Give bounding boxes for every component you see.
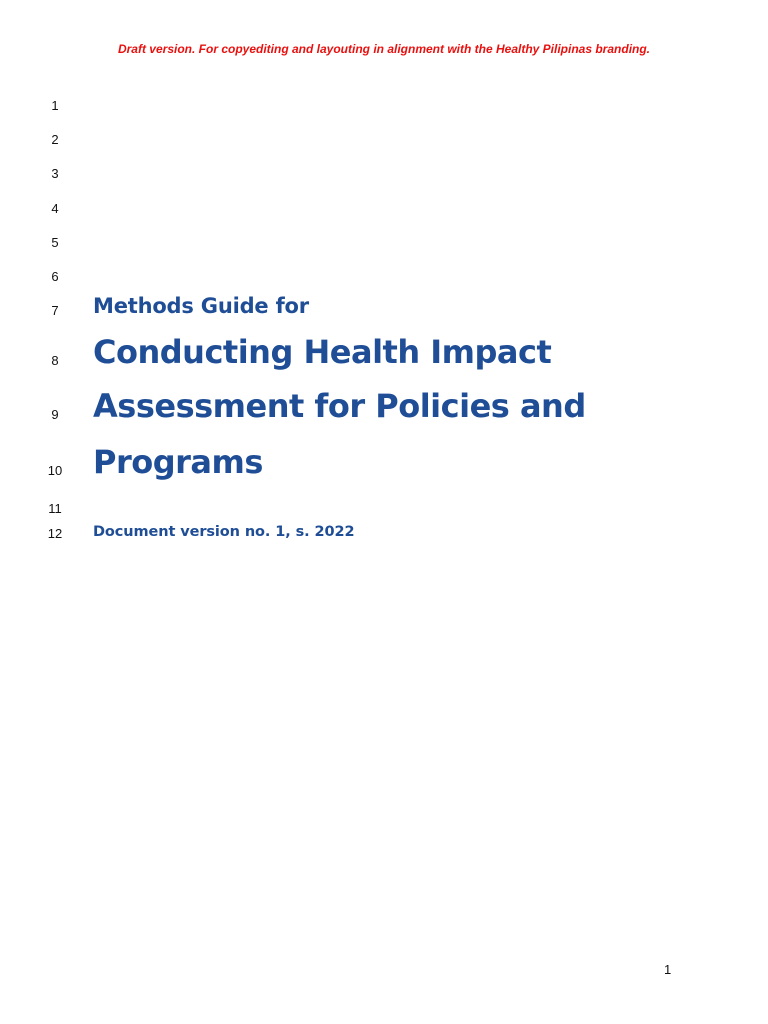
line-number: 11 (48, 501, 62, 516)
line-number: 6 (51, 269, 59, 284)
line-number: 9 (51, 407, 59, 422)
title-main-line-1: Conducting Health Impact (93, 333, 552, 371)
draft-note: Draft version. For copyediting and layouting in alignment with the Healthy Pilipinas branding. (117, 42, 651, 56)
line-number: 12 (47, 526, 63, 541)
title-main-line-2: Assessment for Policies and (93, 387, 586, 425)
line-number: 4 (51, 201, 59, 216)
line-number: 8 (51, 353, 59, 368)
document-version: Document version no. 1, s. 2022 (93, 524, 355, 540)
line-number: 3 (51, 166, 59, 181)
title-subtitle: Methods Guide for (93, 294, 309, 318)
line-number: 10 (47, 463, 63, 478)
line-number: 7 (51, 303, 59, 318)
title-main-line-3: Programs (93, 443, 263, 481)
page-number: 1 (664, 962, 672, 977)
line-number: 1 (51, 98, 59, 113)
line-number: 5 (51, 235, 59, 250)
line-number: 2 (51, 132, 59, 147)
